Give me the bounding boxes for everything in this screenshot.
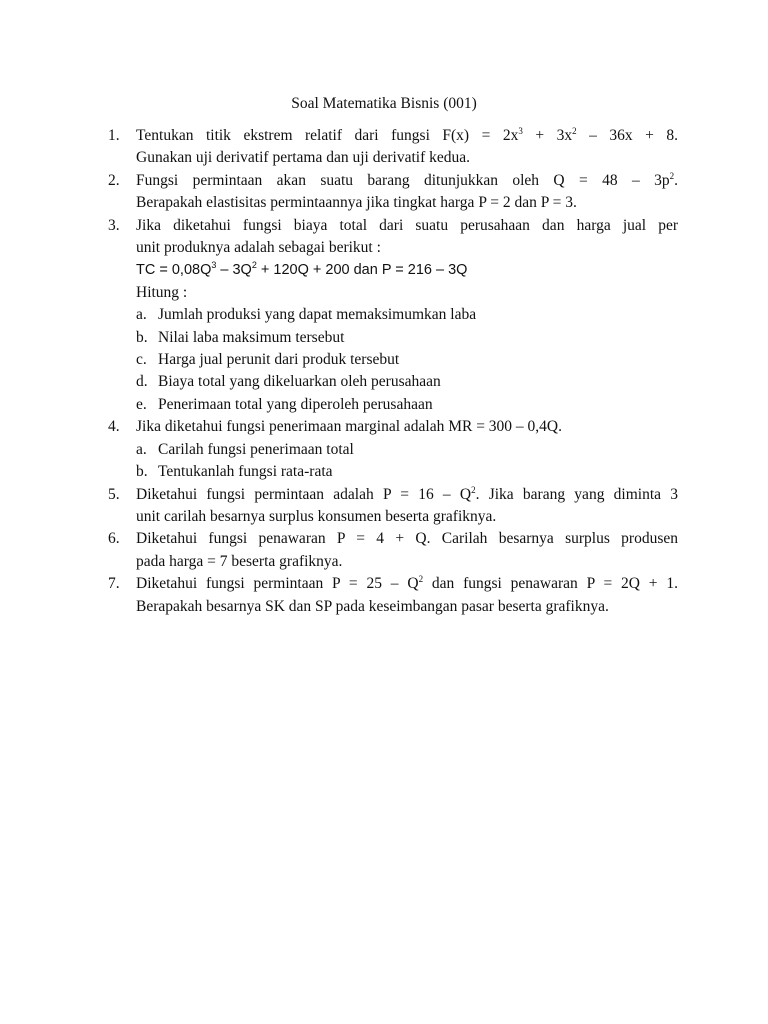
text-segment: . bbox=[674, 171, 678, 189]
question-line bbox=[136, 484, 678, 506]
question-body bbox=[136, 484, 678, 529]
question-number: 1. bbox=[108, 127, 120, 144]
text-segment: Tentukan titik ekstrem relatif dari fungsi F(x) = 2x bbox=[136, 127, 519, 144]
text-segment: TC = 0,08Q bbox=[136, 262, 212, 279]
question-body bbox=[136, 125, 678, 170]
question-number: 5. bbox=[108, 485, 120, 503]
cost-formula bbox=[136, 259, 678, 281]
sub-item bbox=[136, 394, 678, 416]
sub-item bbox=[136, 439, 678, 461]
sub-text: Biaya total yang dikeluarkan oleh perusahaan bbox=[158, 373, 441, 391]
question-number: 6. bbox=[108, 530, 120, 548]
sub-letter: c. bbox=[136, 351, 147, 369]
exponent: 2 bbox=[471, 484, 476, 495]
question-line: Diketahui fungsi penawaran P = 4 + Q. Carilah besarnya surplus produsen bbox=[136, 530, 678, 548]
sub-item bbox=[136, 461, 678, 483]
text-segment: Diketahui fungsi permintaan adalah P = 16 – Q bbox=[136, 485, 472, 503]
sub-text: Jumlah produksi yang dapat memaksimumkan laba bbox=[158, 306, 477, 324]
question-body bbox=[136, 215, 678, 417]
question-number: 2. bbox=[108, 171, 120, 189]
sub-item bbox=[136, 327, 678, 349]
question-line: Jika diketahui fungsi penerimaan marginal adalah MR = 300 – 0,4Q. bbox=[136, 418, 563, 436]
question-line: Jika diketahui fungsi biaya total dari suatu perusahaan dan harga jual per bbox=[136, 216, 678, 234]
question-3 bbox=[108, 215, 678, 417]
text-segment: + 120Q + 200 dan P = 216 – 3Q bbox=[256, 262, 468, 279]
question-body bbox=[136, 170, 678, 215]
question-body bbox=[136, 573, 678, 618]
sub-item bbox=[136, 304, 678, 326]
question-number: 3. bbox=[108, 216, 120, 234]
question-number: 4. bbox=[108, 418, 120, 436]
text-segment: – 3Q bbox=[216, 262, 252, 279]
sub-text: Nilai laba maksimum tersebut bbox=[158, 328, 345, 346]
question-line: unit produknya adalah sebagai berikut : bbox=[136, 239, 381, 257]
sub-letter: e. bbox=[136, 395, 147, 413]
exponent: 2 bbox=[669, 170, 675, 181]
question-4 bbox=[108, 416, 678, 483]
sub-text: Penerimaan total yang diperoleh perusahaan bbox=[158, 395, 433, 413]
sub-item bbox=[136, 371, 678, 393]
sub-letter: d. bbox=[136, 373, 148, 391]
question-line bbox=[136, 573, 678, 595]
sub-letter: a. bbox=[136, 306, 147, 324]
question-line: Berapakah elastisitas permintaannya jika tingkat harga P = 2 dan P = 3. bbox=[136, 194, 577, 212]
sub-item bbox=[136, 349, 678, 371]
text-segment: dan fungsi penawaran P = 2Q + 1. bbox=[423, 575, 678, 593]
exponent: 2 bbox=[251, 260, 257, 271]
question-body bbox=[136, 528, 678, 573]
sub-text: Tentukanlah fungsi rata-rata bbox=[158, 463, 333, 481]
hitung-label: Hitung : bbox=[136, 283, 188, 301]
question-line bbox=[136, 125, 678, 147]
exponent: 3 bbox=[211, 260, 217, 271]
question-1 bbox=[108, 125, 678, 170]
sub-letter: b. bbox=[136, 463, 148, 481]
sub-text: Carilah fungsi penerimaan total bbox=[158, 440, 354, 458]
question-body bbox=[136, 416, 678, 483]
exponent: 2 bbox=[418, 574, 424, 585]
exponent: 2 bbox=[572, 126, 577, 136]
question-line: unit carilah besarnya surplus konsumen beserta grafiknya. bbox=[136, 507, 497, 525]
text-segment: Fungsi permintaan akan suatu barang ditunjukkan oleh Q = 48 – 3p bbox=[136, 171, 670, 189]
text-segment: Diketahui fungsi permintaan P = 25 – Q bbox=[136, 575, 419, 593]
sub-letter: a. bbox=[136, 440, 147, 458]
question-5 bbox=[108, 484, 678, 529]
question-line: Berapakah besarnya SK dan SP pada keseimbangan pasar beserta grafiknya. bbox=[136, 597, 609, 615]
text-segment: . Jika barang yang diminta 3 bbox=[475, 485, 678, 503]
page-title: Soal Matematika Bisnis (001) bbox=[291, 95, 477, 112]
text-segment: + 3x bbox=[522, 127, 573, 144]
question-6 bbox=[108, 528, 678, 573]
text-segment: – 36x + 8. bbox=[576, 127, 679, 144]
sub-text: Harga jual perunit dari produk tersebut bbox=[158, 351, 400, 369]
question-number: 7. bbox=[108, 575, 120, 593]
question-2 bbox=[108, 170, 678, 215]
exponent: 3 bbox=[518, 126, 523, 136]
question-line bbox=[136, 170, 678, 192]
question-7 bbox=[108, 573, 678, 618]
question-list bbox=[108, 125, 678, 618]
question-line: Gunakan uji derivatif pertama dan uji derivatif kedua. bbox=[136, 149, 470, 167]
sub-letter: b. bbox=[136, 328, 148, 346]
question-line: pada harga = 7 beserta grafiknya. bbox=[136, 552, 343, 570]
